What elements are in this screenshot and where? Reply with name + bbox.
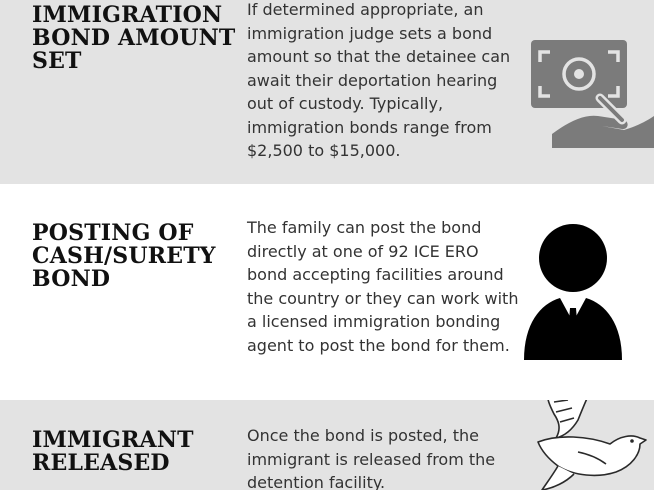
- step-heading: [32, 4, 242, 73]
- step-description: The family can post the bond directly at one of 92 ICE ERO bond accepting facilities around the country or they can work with a licensed immigration bonding agent to post the bond for them.: [247, 218, 519, 355]
- person-icon: [518, 224, 628, 360]
- step-heading: [32, 222, 242, 291]
- step-description: Once the bond is posted, the immigrant is released from the detention facility.: [247, 426, 496, 490]
- step-posting-bond: [0, 184, 654, 400]
- heading-line: CASH/SURETY: [32, 243, 216, 269]
- heading-line: BOND: [32, 266, 111, 292]
- heading-line: RELEASED: [32, 450, 170, 476]
- heading-line: IMMIGRATION: [32, 2, 223, 28]
- step-heading: [32, 429, 242, 475]
- heading-line: SET: [32, 48, 82, 74]
- step-bond-amount-set: [0, 0, 654, 184]
- heading-line: POSTING OF: [32, 220, 194, 246]
- heading-line: BOND AMOUNT: [32, 25, 236, 51]
- step-immigrant-released: [0, 400, 654, 490]
- dove-icon: [528, 400, 654, 490]
- heading-line: IMMIGRANT: [32, 427, 194, 453]
- money-hand-icon: [528, 36, 654, 148]
- step-description: If determined appropriate, an immigration judge sets a bond amount so that the detainee can await their deportation hearing out of custody. Typically, immigration bonds range from $2,500 to $15,000.: [247, 0, 511, 160]
